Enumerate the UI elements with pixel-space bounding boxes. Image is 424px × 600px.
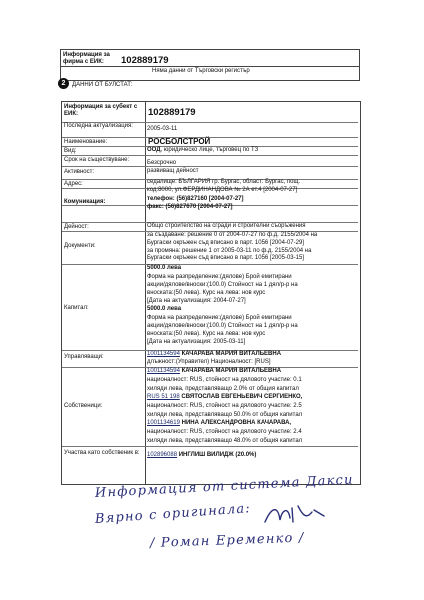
address-line-1: седалище: БЪЛГАРИЯ гр. Бургас, област: Бургас, пощ. [147, 179, 301, 185]
address-label: Адрес: [64, 181, 83, 187]
manager-line [147, 351, 360, 359]
capital-line: Форма на разпределение:(дялове) Брой емитирани [147, 273, 292, 280]
section-title: ДАННИ ОТ БУЛСТАТ: [72, 82, 133, 88]
owner-id-link[interactable]: 1001134619 [147, 420, 180, 426]
participation-line [147, 452, 360, 460]
owner-detail: националност: RUS, стойност на дяловото участие: 2.4 [147, 429, 302, 435]
owner-detail: хиляди лева, представляващо 2.0% от общия капитал [147, 385, 299, 392]
participation-name: ИНГЛИШ ВИЛИДЖ (20.0%) [178, 452, 257, 458]
capital-amount-1: 5000.0 лева [147, 265, 182, 271]
capital-line: Форма на разпределение:(дялове) Брой емитирани [147, 314, 292, 321]
activity-label: Дейност: [64, 224, 89, 230]
owner-line [147, 420, 360, 428]
owner-name: НИНА АЛЕКСАНДРОВНА КАЧАРАВА, [181, 420, 292, 426]
capital-line: акции/дялове/вноски:(100.0) Стойност на 1 дял/р-р на [147, 281, 298, 288]
section-number-badge [58, 78, 69, 89]
type-value-rest: , юридическо лице, търговец по ТЗ [160, 147, 259, 153]
manager-id-link[interactable]: 1001134594 [147, 351, 180, 357]
type-value-bold: ООД [147, 147, 161, 153]
managers-label: Управляващи: [64, 354, 104, 360]
capital-line: [Дата на актуализация: 2004-07-27] [147, 297, 246, 304]
documents-label: Документи: [64, 243, 96, 249]
fax-line: факс: (56)827670 [2004-07-27] [147, 204, 233, 210]
documents-line-2: Бургаски окръжен съд вписано в парт. 1056 [2004-07-29] [147, 239, 304, 246]
owners-label: Собственици: [64, 403, 103, 409]
participation-id-link[interactable]: 102896088 [147, 452, 178, 458]
phone-line: телефон: (56)827160 [2004-07-27] [147, 196, 244, 202]
handwritten-signature-icon [262, 500, 332, 530]
top-no-data-note: Няма данни от Търговски регистър [152, 68, 250, 74]
participation-label: Участва като собственик в: [64, 450, 140, 456]
owner-id-link[interactable]: 1001134594 [147, 368, 180, 374]
capital-amount-2: 5000.0 лева [147, 306, 182, 312]
name-value: РОСБОЛСТРОЙ [148, 137, 211, 146]
documents-line-3: за промяна: решение 1 от 2005-03-11 по ф.д. 2155/2004 на [147, 247, 312, 254]
term-value: Безсрочно [147, 160, 177, 166]
owner-detail: хиляди лева, представляващо 48.0% от общия капитал [147, 437, 303, 444]
capital-label: Капитал: [64, 305, 89, 311]
manager-detail: длъжност:(Управител) Националност: [RUS] [147, 359, 271, 365]
section-number: 2 [61, 80, 66, 87]
handwritten-line-1: Информация от система Дакси [94, 472, 355, 501]
term-label: Срок на съществуване: [64, 157, 130, 163]
top-box-divider [60, 66, 359, 67]
updated-value: 2005-03-11 [147, 126, 178, 132]
active-label: Активност: [64, 169, 95, 175]
row-divider [62, 446, 358, 447]
capital-line: вноската:(50 лева). Курс на лева: нов курс [147, 289, 266, 296]
handwritten-line-3: / Роман Еременко / [149, 530, 305, 551]
owner-id-link[interactable]: RUS 51 198 [147, 394, 180, 400]
capital-line: [Дата на актуализация: 2005-03-11] [147, 338, 246, 345]
row-divider [62, 155, 358, 156]
manager-name: КАЧАРАВА МАРИЯ ВИТАЛЬЕВНА [181, 351, 282, 357]
address-line-2: код:8000, ул.ФЕРДИНАНДОВА № 2А ет.4 [2004-07-27] [147, 187, 298, 193]
subject-eik-label: Информация за субект с ЕИК: [64, 104, 138, 117]
owner-line [147, 394, 360, 402]
handwritten-line-2: Вярно с оригинала: [94, 501, 252, 527]
type-label: Вид: [64, 148, 77, 154]
owner-detail: националност: RUS, стойност на дяловото участие: 0.1 [147, 377, 302, 383]
type-value [147, 147, 360, 155]
top-eik-label: Информация за фирма с ЕИК: [63, 52, 110, 65]
updated-label: Последна актуализация: [64, 123, 133, 129]
name-label: Наименование: [64, 139, 108, 145]
owner-detail: хиляди лева, представляващо 50.0% от общия капитал [147, 411, 303, 418]
activity-value: Общо строителство на сгради и строителни съоръжения [147, 223, 306, 229]
active-value: развиващ дейност [147, 168, 199, 174]
documents-line-4: Бургаски окръжен съд вписано в парт. 1056 [2005-03-15] [147, 255, 304, 262]
documents-line-1: за създаване: решение 0 от 2004-07-27 по ф.д. 2155/2004 на [147, 232, 318, 238]
owner-detail: националност: RUS, стойност на дяловото участие: 2.5 [147, 403, 302, 409]
capital-line: вноската:(50 лева). Курс на лева: нов курс [147, 330, 266, 337]
top-eik-value: 102889179 [121, 55, 169, 66]
subject-eik-value: 102889179 [148, 107, 196, 118]
owner-name: СВЯТОСЛАВ ЕВГЕНЬЕВИЧ СЕРГИЕНКО, [181, 394, 303, 400]
communication-label: Комуникация: [64, 199, 106, 205]
capital-line: акции/дялове/вноски:(100.0) Стойност на 1 дял/р-р на [147, 322, 298, 329]
owner-name: КАЧАРАВА МАРИЯ ВИТАЛЬЕВНА [181, 368, 282, 374]
owner-line [147, 368, 360, 376]
table-column-divider [145, 101, 146, 484]
